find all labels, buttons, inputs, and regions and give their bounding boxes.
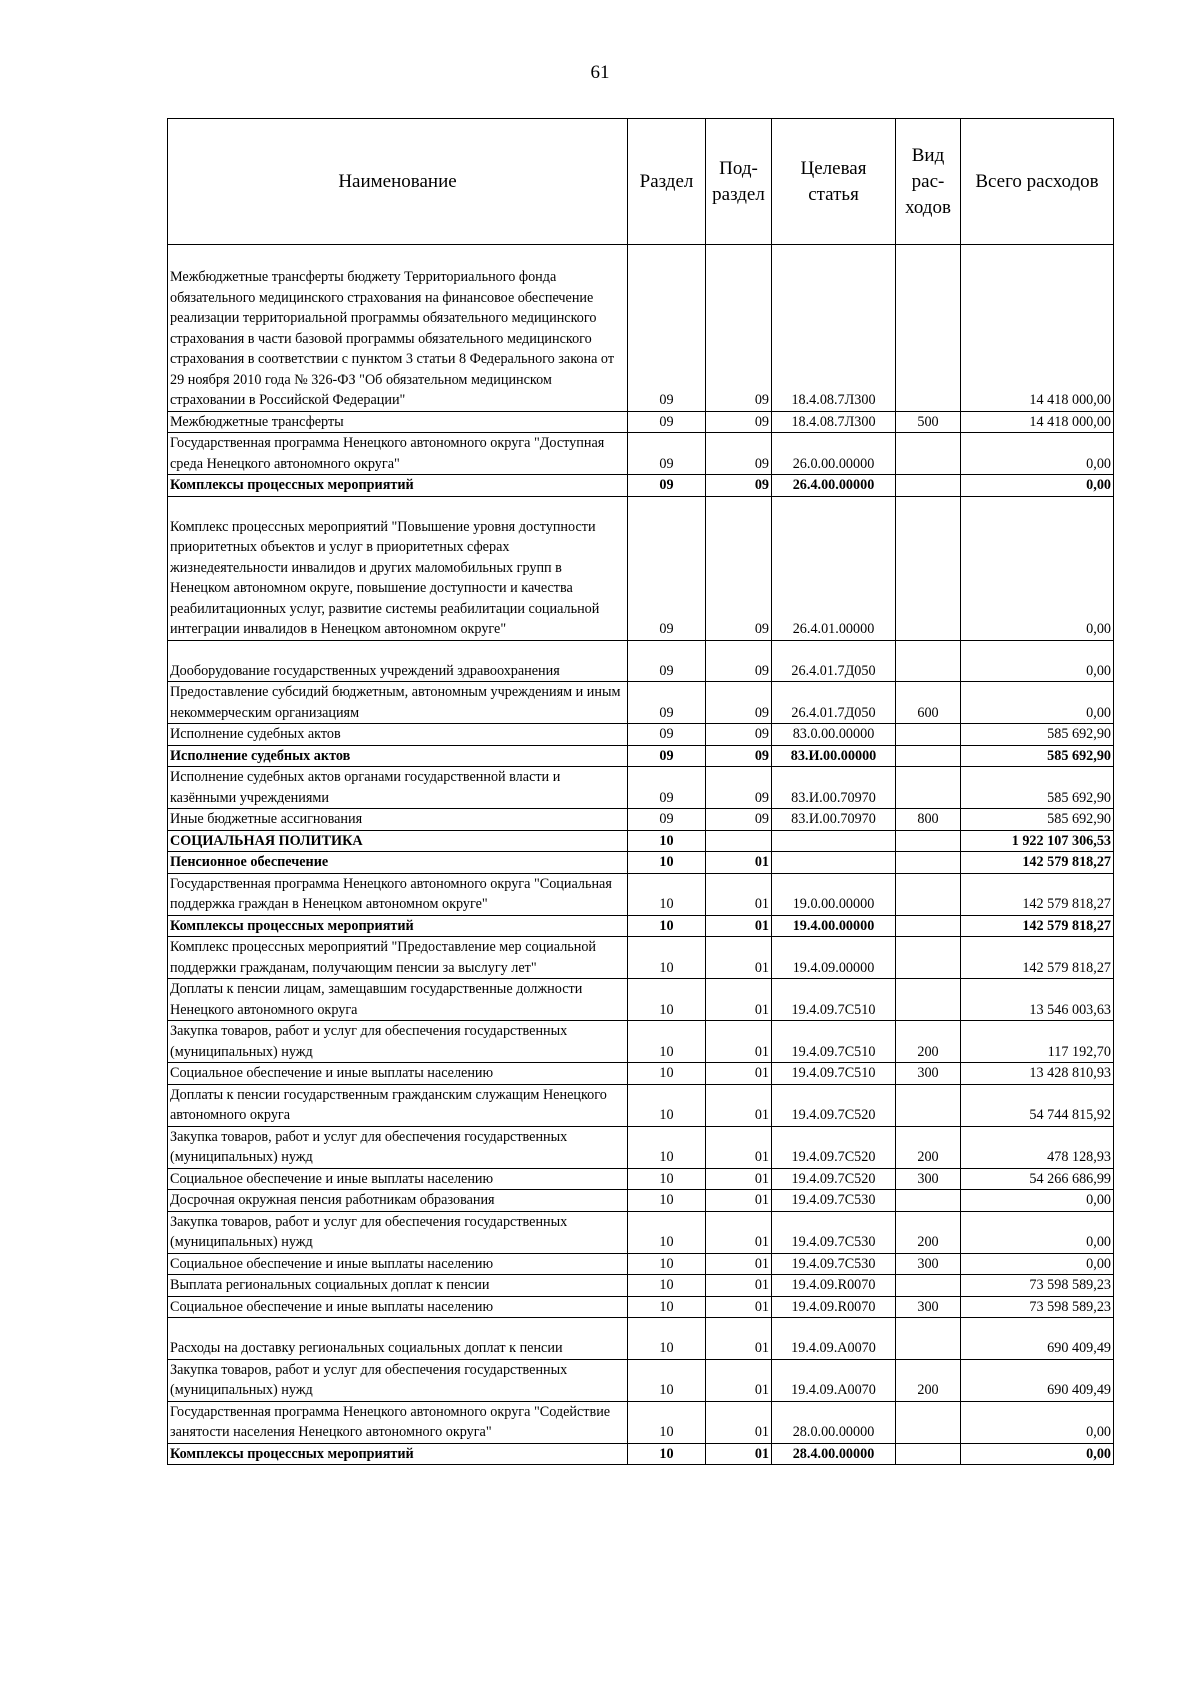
- table-row: [168, 1211, 1114, 1253]
- cell-name: Закупка товаров, работ и услуг для обеспечения государственных (муниципальных) нужд: [168, 1021, 628, 1063]
- cell-expense-type: [896, 475, 961, 497]
- cell-target-article: 26.4.01.7Д050: [772, 640, 896, 682]
- cell-section: 10: [628, 830, 706, 852]
- cell-total: 0,00: [961, 1253, 1114, 1275]
- cell-name: Дооборудование государственных учреждений здравоохранения: [168, 640, 628, 682]
- cell-section: 10: [628, 1211, 706, 1253]
- page-number: 61: [590, 62, 610, 83]
- cell-name: Государственная программа Ненецкого автономного округа "Содействие занятости населения Ненецкого автономного округа": [168, 1401, 628, 1443]
- header-subsection: Под- раздел: [706, 119, 772, 245]
- cell-expense-type: [896, 937, 961, 979]
- cell-expense-type: 300: [896, 1296, 961, 1318]
- table-row: [168, 682, 1114, 724]
- table-row: [168, 1021, 1114, 1063]
- cell-name: Социальное обеспечение и иные выплаты населению: [168, 1253, 628, 1275]
- cell-expense-type: [896, 496, 961, 640]
- header-target: Целевая статья: [772, 119, 896, 245]
- cell-expense-type: [896, 433, 961, 475]
- cell-name: Государственная программа Ненецкого автономного округа "Доступная среда Ненецкого автономного округа": [168, 433, 628, 475]
- table-row: [168, 1168, 1114, 1190]
- cell-target-article: 19.4.00.00000: [772, 915, 896, 937]
- cell-target-article: 19.4.09.7С510: [772, 1021, 896, 1063]
- cell-total: 13 428 810,93: [961, 1063, 1114, 1085]
- table-row: [168, 1190, 1114, 1212]
- cell-expense-type: [896, 1443, 961, 1465]
- cell-total: 0,00: [961, 1443, 1114, 1465]
- cell-name: Межбюджетные трансферты: [168, 411, 628, 433]
- cell-subsection: 09: [706, 745, 772, 767]
- cell-section: 09: [628, 411, 706, 433]
- cell-name: Социальное обеспечение и иные выплаты населению: [168, 1063, 628, 1085]
- cell-section: 10: [628, 937, 706, 979]
- cell-target-article: 26.4.00.00000: [772, 475, 896, 497]
- table-row: [168, 1443, 1114, 1465]
- cell-expense-type: [896, 830, 961, 852]
- cell-section: 10: [628, 1063, 706, 1085]
- table-row: [168, 915, 1114, 937]
- cell-section: 09: [628, 745, 706, 767]
- cell-subsection: 01: [706, 915, 772, 937]
- table-row: [168, 852, 1114, 874]
- cell-expense-type: [896, 640, 961, 682]
- cell-target-article: [772, 830, 896, 852]
- cell-total: 14 418 000,00: [961, 411, 1114, 433]
- cell-target-article: 26.4.01.7Д050: [772, 682, 896, 724]
- cell-subsection: 01: [706, 1443, 772, 1465]
- cell-section: 09: [628, 640, 706, 682]
- cell-target-article: 19.4.09.7С520: [772, 1126, 896, 1168]
- cell-expense-type: [896, 1401, 961, 1443]
- cell-target-article: 28.0.00.00000: [772, 1401, 896, 1443]
- cell-subsection: 01: [706, 1275, 772, 1297]
- cell-subsection: 01: [706, 852, 772, 874]
- cell-section: 10: [628, 915, 706, 937]
- cell-total: 142 579 818,27: [961, 873, 1114, 915]
- cell-section: 10: [628, 1318, 706, 1360]
- cell-target-article: 19.4.09.7С530: [772, 1190, 896, 1212]
- cell-expense-type: [896, 1190, 961, 1212]
- cell-name: Исполнение судебных актов: [168, 745, 628, 767]
- cell-subsection: 01: [706, 1126, 772, 1168]
- table-header-row: [168, 119, 1114, 245]
- table-row: [168, 1359, 1114, 1401]
- cell-total: 13 546 003,63: [961, 979, 1114, 1021]
- cell-section: 09: [628, 682, 706, 724]
- cell-expense-type: 200: [896, 1359, 961, 1401]
- cell-target-article: 83.0.00.00000: [772, 724, 896, 746]
- cell-subsection: 01: [706, 1063, 772, 1085]
- cell-subsection: 09: [706, 411, 772, 433]
- cell-section: 10: [628, 1253, 706, 1275]
- cell-name: Иные бюджетные ассигнования: [168, 809, 628, 831]
- cell-subsection: 01: [706, 1190, 772, 1212]
- cell-total: 142 579 818,27: [961, 937, 1114, 979]
- cell-section: 09: [628, 433, 706, 475]
- cell-subsection: 01: [706, 1318, 772, 1360]
- cell-expense-type: [896, 979, 961, 1021]
- cell-subsection: 01: [706, 1401, 772, 1443]
- cell-total: 54 744 815,92: [961, 1084, 1114, 1126]
- cell-target-article: 19.4.09.7С510: [772, 979, 896, 1021]
- header-section: Раздел: [628, 119, 706, 245]
- cell-name: Пенсионное обеспечение: [168, 852, 628, 874]
- cell-name: Государственная программа Ненецкого автономного округа "Социальная поддержка граждан в Ненецком автономном округе": [168, 873, 628, 915]
- cell-name: Доплаты к пенсии лицам, замещавшим государственные должности Ненецкого автономного округа: [168, 979, 628, 1021]
- cell-name: Комплексы процессных мероприятий: [168, 1443, 628, 1465]
- cell-target-article: 19.4.09.7С530: [772, 1211, 896, 1253]
- cell-name: Комплексы процессных мероприятий: [168, 915, 628, 937]
- cell-target-article: 83.И.00.00000: [772, 745, 896, 767]
- cell-total: 585 692,90: [961, 809, 1114, 831]
- cell-section: 10: [628, 1296, 706, 1318]
- table-row: [168, 1063, 1114, 1085]
- cell-total: 1 922 107 306,53: [961, 830, 1114, 852]
- cell-total: 14 418 000,00: [961, 245, 1114, 412]
- cell-total: 73 598 589,23: [961, 1275, 1114, 1297]
- cell-total: 0,00: [961, 640, 1114, 682]
- cell-total: 54 266 686,99: [961, 1168, 1114, 1190]
- cell-expense-type: [896, 767, 961, 809]
- cell-target-article: 19.4.09.А0070: [772, 1318, 896, 1360]
- cell-name: Социальное обеспечение и иные выплаты населению: [168, 1168, 628, 1190]
- table-row: [168, 745, 1114, 767]
- cell-name: Социальное обеспечение и иные выплаты населению: [168, 1296, 628, 1318]
- cell-name: Закупка товаров, работ и услуг для обеспечения государственных (муниципальных) нужд: [168, 1211, 628, 1253]
- cell-subsection: 01: [706, 1211, 772, 1253]
- cell-expense-type: 500: [896, 411, 961, 433]
- cell-expense-type: 300: [896, 1063, 961, 1085]
- cell-subsection: 09: [706, 809, 772, 831]
- cell-subsection: 09: [706, 682, 772, 724]
- cell-name: Исполнение судебных актов органами государственной власти и казёнными учреждениями: [168, 767, 628, 809]
- table-row: [168, 640, 1114, 682]
- cell-total: 142 579 818,27: [961, 915, 1114, 937]
- cell-section: 09: [628, 724, 706, 746]
- table-row: [168, 433, 1114, 475]
- cell-total: 0,00: [961, 1211, 1114, 1253]
- table-row: [168, 979, 1114, 1021]
- cell-subsection: 09: [706, 640, 772, 682]
- cell-section: 10: [628, 1443, 706, 1465]
- cell-section: 09: [628, 809, 706, 831]
- cell-name: Исполнение судебных актов: [168, 724, 628, 746]
- cell-target-article: 18.4.08.7Л300: [772, 411, 896, 433]
- cell-subsection: 01: [706, 1084, 772, 1126]
- cell-total: 0,00: [961, 1401, 1114, 1443]
- cell-expense-type: [896, 852, 961, 874]
- cell-name: Доплаты к пенсии государственным гражданским служащим Ненецкого автономного округа: [168, 1084, 628, 1126]
- cell-section: 09: [628, 496, 706, 640]
- table-row: [168, 1084, 1114, 1126]
- cell-expense-type: 300: [896, 1253, 961, 1275]
- header-name: Наименование: [168, 119, 628, 245]
- cell-name: Расходы на доставку региональных социальных доплат к пенсии: [168, 1318, 628, 1360]
- table-row: [168, 475, 1114, 497]
- cell-total: 585 692,90: [961, 724, 1114, 746]
- cell-section: 09: [628, 245, 706, 412]
- cell-subsection: 09: [706, 475, 772, 497]
- cell-target-article: 19.0.00.00000: [772, 873, 896, 915]
- cell-name: Выплата региональных социальных доплат к пенсии: [168, 1275, 628, 1297]
- cell-target-article: 83.И.00.70970: [772, 767, 896, 809]
- cell-target-article: 26.4.01.00000: [772, 496, 896, 640]
- cell-total: 0,00: [961, 682, 1114, 724]
- cell-expense-type: [896, 915, 961, 937]
- cell-name: Досрочная окружная пенсия работникам образования: [168, 1190, 628, 1212]
- cell-subsection: 01: [706, 1253, 772, 1275]
- table-row: [168, 1275, 1114, 1297]
- cell-name: Комплекс процессных мероприятий "Предоставление мер социальной поддержки гражданам, получающим пенсии за выслугу лет": [168, 937, 628, 979]
- cell-target-article: 19.4.09.00000: [772, 937, 896, 979]
- table-row: [168, 1318, 1114, 1360]
- cell-target-article: 19.4.09.7С520: [772, 1168, 896, 1190]
- cell-target-article: 19.4.09.R0070: [772, 1275, 896, 1297]
- cell-expense-type: 800: [896, 809, 961, 831]
- budget-table: [167, 118, 1114, 1465]
- cell-expense-type: [896, 873, 961, 915]
- cell-total: 142 579 818,27: [961, 852, 1114, 874]
- cell-section: 10: [628, 979, 706, 1021]
- cell-target-article: 83.И.00.70970: [772, 809, 896, 831]
- cell-target-article: 26.0.00.00000: [772, 433, 896, 475]
- cell-section: 10: [628, 1401, 706, 1443]
- cell-subsection: 01: [706, 1296, 772, 1318]
- cell-target-article: 19.4.09.7С530: [772, 1253, 896, 1275]
- cell-name: Закупка товаров, работ и услуг для обеспечения государственных (муниципальных) нужд: [168, 1126, 628, 1168]
- cell-subsection: 01: [706, 1021, 772, 1063]
- cell-subsection: 01: [706, 979, 772, 1021]
- cell-target-article: [772, 852, 896, 874]
- table-row: [168, 1296, 1114, 1318]
- cell-target-article: 28.4.00.00000: [772, 1443, 896, 1465]
- cell-subsection: 01: [706, 1168, 772, 1190]
- cell-section: 09: [628, 475, 706, 497]
- cell-target-article: 18.4.08.7Л300: [772, 245, 896, 412]
- cell-section: 10: [628, 1084, 706, 1126]
- cell-expense-type: 200: [896, 1211, 961, 1253]
- cell-expense-type: 200: [896, 1126, 961, 1168]
- table-row: [168, 1253, 1114, 1275]
- cell-expense-type: [896, 1318, 961, 1360]
- cell-section: 10: [628, 873, 706, 915]
- cell-section: 10: [628, 1021, 706, 1063]
- cell-section: 10: [628, 1275, 706, 1297]
- cell-name: СОЦИАЛЬНАЯ ПОЛИТИКА: [168, 830, 628, 852]
- table-row: [168, 1126, 1114, 1168]
- header-expense-type: Вид рас- ходов: [896, 119, 961, 245]
- cell-target-article: 19.4.09.R0070: [772, 1296, 896, 1318]
- cell-subsection: [706, 830, 772, 852]
- cell-target-article: 19.4.09.А0070: [772, 1359, 896, 1401]
- cell-subsection: 09: [706, 245, 772, 412]
- cell-total: 73 598 589,23: [961, 1296, 1114, 1318]
- cell-expense-type: [896, 745, 961, 767]
- cell-subsection: 09: [706, 724, 772, 746]
- cell-subsection: 01: [706, 873, 772, 915]
- cell-total: 585 692,90: [961, 745, 1114, 767]
- cell-subsection: 01: [706, 937, 772, 979]
- cell-name: Предоставление субсидий бюджетным, автономным учреждениям и иным некоммерческим организациям: [168, 682, 628, 724]
- table-row: [168, 937, 1114, 979]
- table-row: [168, 809, 1114, 831]
- cell-total: 690 409,49: [961, 1359, 1114, 1401]
- cell-total: 0,00: [961, 496, 1114, 640]
- table-row: [168, 724, 1114, 746]
- cell-section: 10: [628, 1190, 706, 1212]
- table-row: [168, 873, 1114, 915]
- cell-subsection: 09: [706, 767, 772, 809]
- cell-subsection: 09: [706, 433, 772, 475]
- cell-expense-type: [896, 1084, 961, 1126]
- table-row: [168, 245, 1114, 412]
- cell-target-article: 19.4.09.7С520: [772, 1084, 896, 1126]
- cell-total: 478 128,93: [961, 1126, 1114, 1168]
- cell-total: 0,00: [961, 475, 1114, 497]
- cell-name: Закупка товаров, работ и услуг для обеспечения государственных (муниципальных) нужд: [168, 1359, 628, 1401]
- cell-total: 690 409,49: [961, 1318, 1114, 1360]
- header-total: Всего расходов: [961, 119, 1114, 245]
- cell-subsection: 09: [706, 496, 772, 640]
- cell-name: Межбюджетные трансферты бюджету Территориального фонда обязательного медицинского страхования на финансовое обеспечение реализации территориальной программы обязательного медицинского страхования в части базовой программы обязательного медицинского страхования в соответствии с пунктом 3 статьи 8 Федерального закона от 29 ноября 2010 года № 326-ФЗ "Об обязательном медицинском страховании в Российской Федерации": [168, 245, 628, 412]
- cell-expense-type: [896, 724, 961, 746]
- table-row: [168, 1401, 1114, 1443]
- cell-section: 10: [628, 1168, 706, 1190]
- table-row: [168, 496, 1114, 640]
- cell-section: 10: [628, 1126, 706, 1168]
- cell-target-article: 19.4.09.7С510: [772, 1063, 896, 1085]
- cell-subsection: 01: [706, 1359, 772, 1401]
- cell-expense-type: 300: [896, 1168, 961, 1190]
- cell-expense-type: [896, 1275, 961, 1297]
- cell-section: 10: [628, 1359, 706, 1401]
- cell-name: Комплексы процессных мероприятий: [168, 475, 628, 497]
- cell-expense-type: 600: [896, 682, 961, 724]
- cell-total: 0,00: [961, 433, 1114, 475]
- cell-total: 117 192,70: [961, 1021, 1114, 1063]
- table-row: [168, 411, 1114, 433]
- cell-name: Комплекс процессных мероприятий "Повышение уровня доступности приоритетных объектов и услуг в приоритетных сферах жизнедеятельности инвалидов и других маломобильных групп в Ненецком автономном округе, повышение доступности и качества реабилитационных услуг, развитие системы реабилитации социальной интеграции инвалидов в Ненецком автономном округе": [168, 496, 628, 640]
- cell-section: 09: [628, 767, 706, 809]
- cell-total: 585 692,90: [961, 767, 1114, 809]
- cell-total: 0,00: [961, 1190, 1114, 1212]
- cell-section: 10: [628, 852, 706, 874]
- table-row: [168, 767, 1114, 809]
- cell-expense-type: [896, 245, 961, 412]
- cell-expense-type: 200: [896, 1021, 961, 1063]
- table-row: [168, 830, 1114, 852]
